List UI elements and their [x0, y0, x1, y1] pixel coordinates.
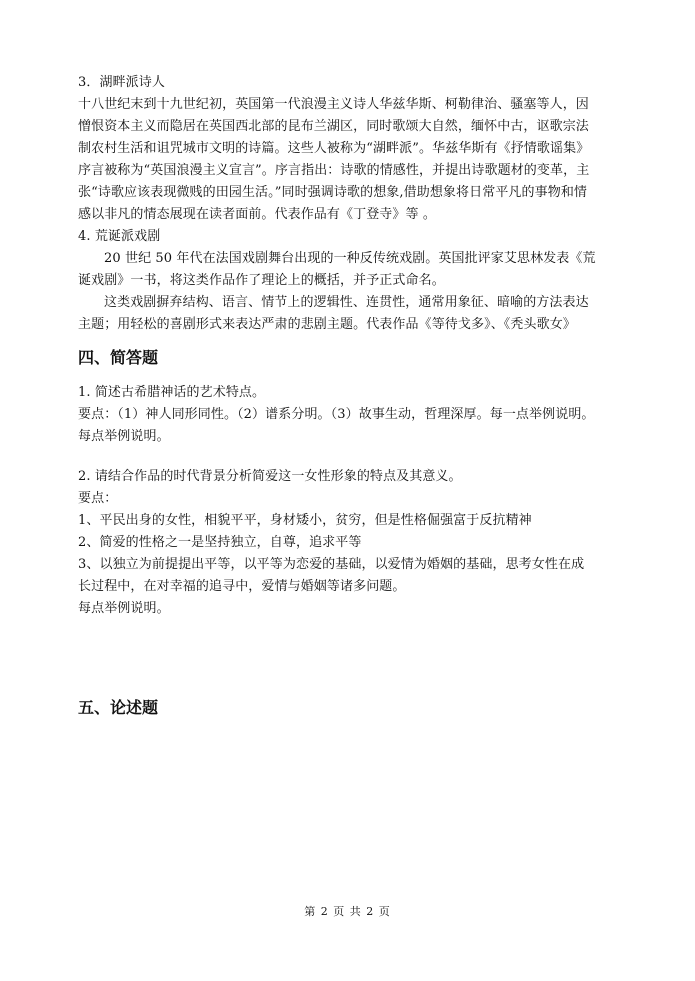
item4-para2-line-1: 这类戏剧摒弃结构、语言、情节上的逻辑性、连贯性，通常用象征、暗喻的方法表达 [104, 295, 589, 310]
spacer [78, 448, 623, 466]
question-2-answer-line-2: 1、平民出身的女性，相貌平平，身材矮小，贫穷，但是性格倔强富于反抗精神 [78, 513, 532, 528]
item4-para1-line-2: 诞戏剧》一书，将这类作品作了理论上的概括，并予正式命名。 [78, 273, 445, 288]
question-1-answer-line-1: 要点：（1）神人同形同性。（2）谱系分明。（3）故事生动，哲理深厚。每一点举例说明。 [78, 407, 595, 422]
item3-line-2: 憎恨资本主义而隐居在英国西北部的昆布兰湖区，同时歌颂大自然，缅怀中古，讴歌宗法 [78, 119, 589, 134]
question-2-answer-line-6: 每点举例说明。 [78, 601, 170, 616]
document-page [78, 72, 623, 732]
question-1-answer-line-2: 每点举例说明。 [78, 429, 170, 444]
section-title-essay: 五、论述题 [78, 698, 159, 717]
item3-line-3: 制农村生活和诅咒城市文明的诗篇。这些人被称为“湖畔派”。华兹华斯有《抒情歌谣集》 [78, 141, 590, 156]
item3-title: 3．湖畔派诗人 [78, 75, 165, 90]
section-title-short-answer: 四、简答题 [78, 348, 159, 367]
question-2-answer-line-1: 要点： [78, 491, 118, 506]
item4-para2-line-2: 主题；用轻松的喜剧形式来表达严肃的悲剧主题。代表作品《等待戈多》、《秃头歌女》 [78, 317, 576, 332]
question-2-answer-line-3: 2、简爱的性格之一是坚持独立，自尊，追求平等 [78, 535, 362, 550]
question-2: 2. 请结合作品的时代背景分析简爱这一女性形象的特点及其意义。 [78, 469, 462, 484]
item3-line-6: 感以非凡的情态展现在读者面前。代表作品有《丁登寺》等 。 [78, 207, 436, 222]
page-footer: 第 2 页 共 2 页 [304, 905, 391, 918]
item3-line-5: 张“诗歌应该表现微贱的田园生活。”同时强调诗歌的想象,借助想象将日常平凡的事物和情 [78, 185, 588, 200]
item3-line-1: 十八世纪末到十九世纪初，英国第一代浪漫主义诗人华兹华斯、柯勒律治、骚塞等人，因 [78, 97, 589, 112]
item3-line-4: 序言被称为“英国浪漫主义宣言”。序言指出：诗歌的情感性，并提出诗歌题材的变革，主 [78, 163, 590, 178]
question-1: 1. 简述古希腊神话的艺术特点。 [78, 385, 266, 400]
item4-para1-line-1: 20 世纪 50 年代在法国戏剧舞台出现的一种反传统戏剧。英国批评家艾思林发表《荒 [104, 251, 596, 266]
spacer [78, 620, 623, 686]
item4-title: 4. 荒诞派戏剧 [78, 229, 161, 244]
question-2-answer-line-5: 长过程中，在对幸福的追寻中，爱情与婚姻等诸多问题。 [78, 579, 406, 594]
question-2-answer-line-4: 3、以独立为前提提出平等，以平等为恋爱的基础，以爱情为婚姻的基础，思考女性在成 [78, 557, 585, 572]
